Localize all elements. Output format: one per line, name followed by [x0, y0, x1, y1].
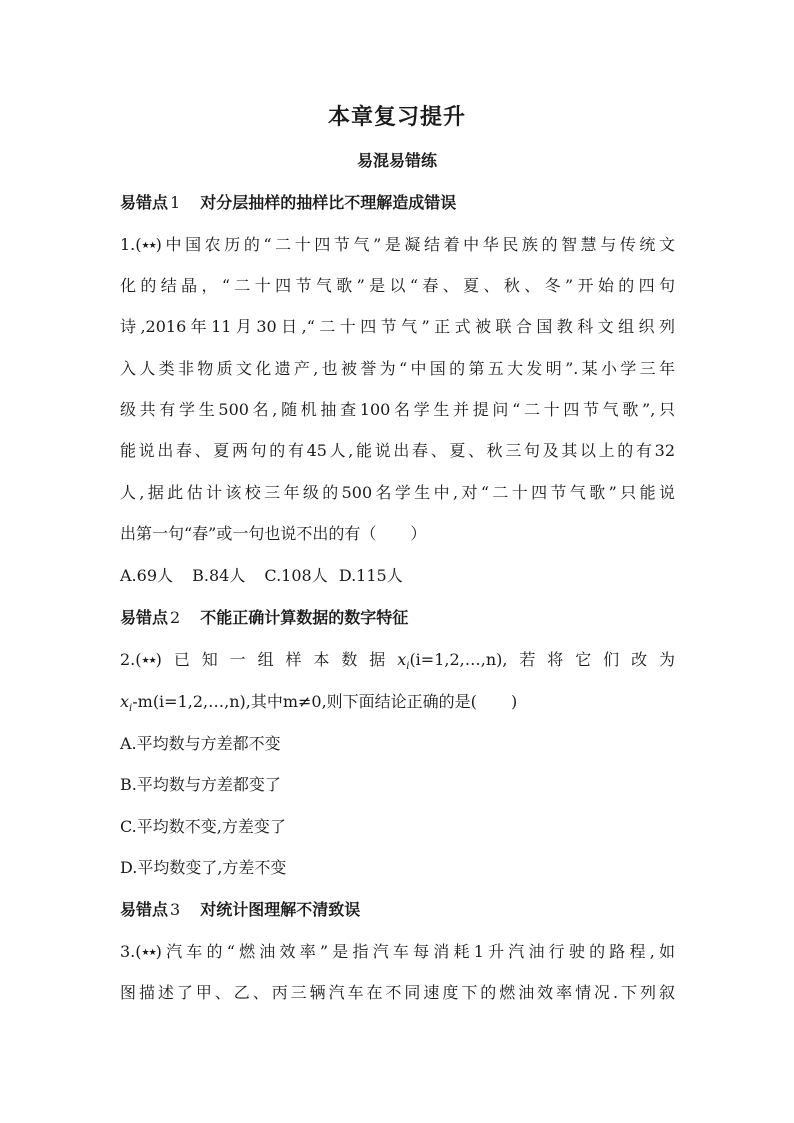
option-c: C.108人 — [264, 566, 328, 585]
q2-line-1: 2.(★★)已知一组样本数据$x_i(i=1,2,\dots,n)$,若将它们改为 — [120, 650, 675, 673]
section-label: 易错点 — [120, 900, 169, 919]
difficulty-stars-icon: (★★) — [135, 235, 162, 254]
q3-line-1: 3.(★★)汽车的“燃油效率”是指汽车每消耗1升汽油行驶的路程,如 — [120, 942, 675, 961]
difficulty-stars-icon: (★★) — [135, 942, 162, 961]
section-heading-2 — [120, 605, 408, 628]
question-number: 3. — [120, 942, 136, 961]
question-number: 1. — [120, 235, 136, 254]
q1-line-6: 能说出春、夏两句的有45人,能说出春、夏、秋三句及其以上的有32 — [120, 441, 675, 460]
section-title: 不能正确计算数据的数字特征 — [200, 608, 409, 627]
q1-line-5: 级共有学生500名,随机抽查100名学生并提问“二十四节气歌”,只 — [120, 400, 675, 419]
section-heading-3 — [120, 897, 360, 920]
option-d: D.115人 — [338, 566, 403, 585]
section-number: 1 — [170, 193, 181, 212]
section-number: 2 — [170, 608, 181, 627]
q2-line-2: $x_i-m(i=1,2,\dots,n)$,其中m≠0,则下面结论正确的是( ) — [120, 692, 518, 715]
q3-line-2: 图描述了甲、乙、丙三辆汽车在不同速度下的燃油效率情况.下列叙 — [120, 983, 675, 1002]
page-title: 本章复习提升 — [327, 104, 466, 130]
section-label: 易错点 — [120, 608, 169, 627]
page-subtitle: 易混易错练 — [356, 151, 437, 170]
q1-options — [120, 563, 675, 586]
q1-line-4: 入人类非物质文化遗产,也被誉为“中国的第五大发明”.某小学三年 — [120, 359, 675, 378]
section-label: 易错点 — [120, 193, 169, 212]
answer-close-paren: ） — [410, 524, 427, 543]
q2-option-c: C.平均数不变,方差变了 — [120, 817, 286, 836]
q1-line-2: 化的结晶，“二十四节气歌”是以“春、夏、秋、冬”开始的四句 — [120, 276, 675, 295]
q1-line-1: 1.(★★)中国农历的“二十四节气”是凝结着中华民族的智慧与传统文 — [120, 235, 675, 254]
option-a: A.69人 — [120, 566, 174, 585]
q2-option-a: A.平均数与方差都不变 — [120, 734, 281, 753]
option-b: B.84人 — [192, 566, 246, 585]
q2-option-b: B.平均数与方差都变了 — [120, 775, 281, 794]
q1-line-8: 出第一句“春”或一句也说不出的有（ ） — [120, 524, 427, 543]
section-title: 对分层抽样的抽样比不理解造成错误 — [200, 193, 457, 212]
section-heading-1 — [120, 190, 456, 213]
section-number: 3 — [170, 900, 181, 919]
difficulty-stars-icon: (★★) — [135, 650, 162, 669]
question-number: 2. — [120, 650, 136, 669]
section-title: 对统计图理解不清致误 — [200, 900, 361, 919]
answer-close-paren: ) — [510, 692, 518, 711]
q1-line-7: 人,据此估计该校三年级的500名学生中,对“二十四节气歌”只能说 — [120, 483, 675, 502]
q1-line-3: 诗,2016年11月30日,“二十四节气”正式被联合国教科文组织列 — [120, 317, 675, 336]
q2-option-d: D.平均数变了,方差不变 — [120, 858, 287, 877]
